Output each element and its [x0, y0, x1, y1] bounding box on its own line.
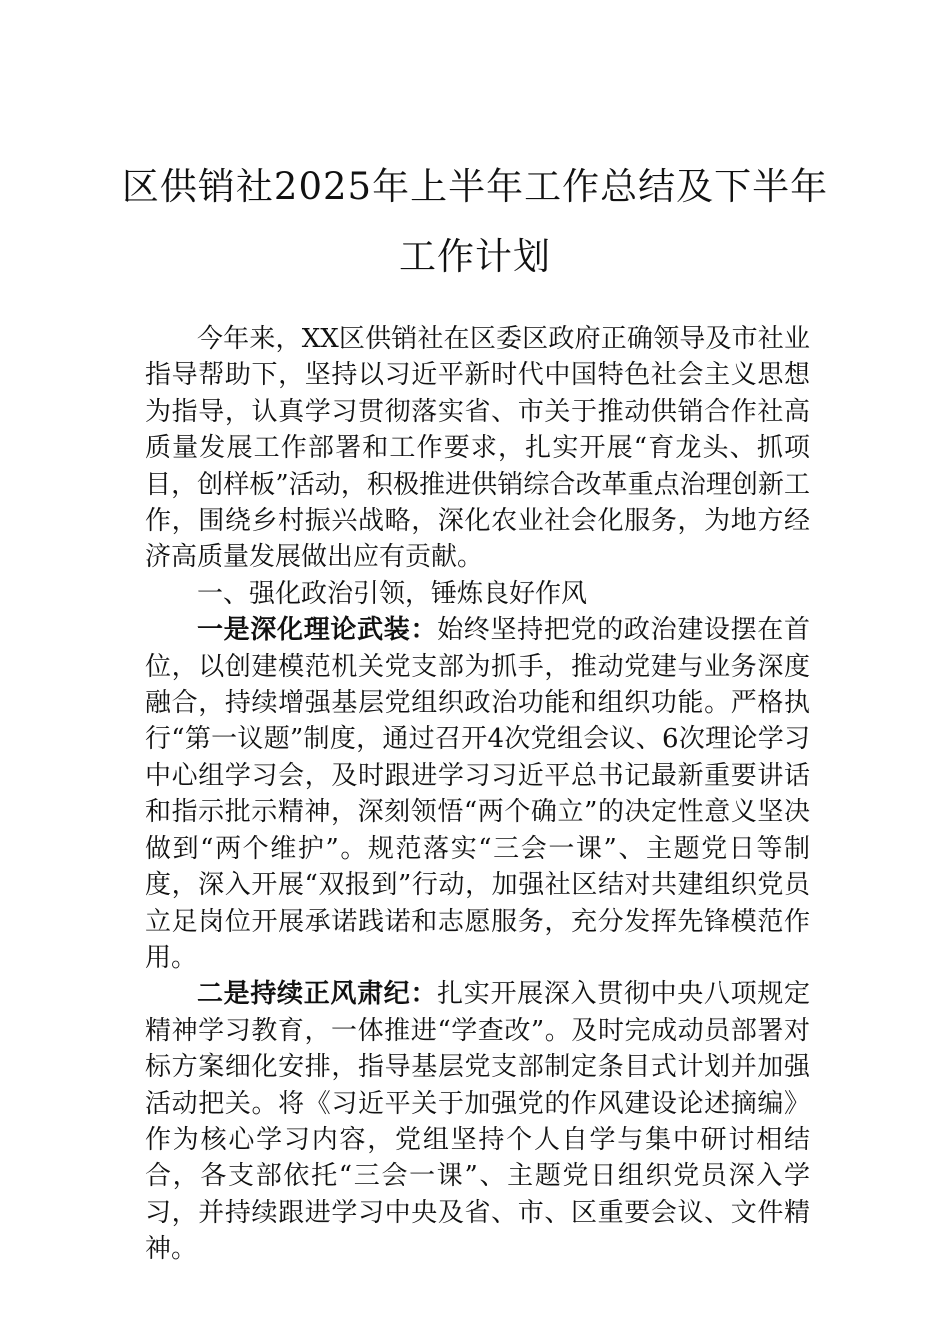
point-text-2: 扎实开展深入贯彻中央八项规定精神学习教育，一体推进“学查改”。及时完成动员部署对标方案细化安排，指导基层党支部制定条目式计划并加强活动把关。将《习近平关于加强党的作风建设论述摘编》作为核心学习内容，党组坚持个人自学与集中研讨相结合，各支部依托“三会一课”、主题党日组织党员深入学习，并持续跟进学习中央及省、市、区重要会议、文件精神。: [145, 979, 810, 1265]
document-title-line-2: 工作计划: [399, 235, 551, 278]
document-title-line-1: 区供销社2025年上半年工作总结及下半年: [121, 165, 829, 208]
point-lead-2: 二是持续正风肃纪：: [197, 979, 438, 1010]
intro-paragraph: 今年来，XX区供销社在区委区政府正确领导及市社业指导帮助下，坚持以习近平新时代中国特色社会主义思想为指导，认真学习贯彻落实省、市关于推动供销合作社高质量发展工作部署和工作要求，扎实开展“育龙头、抓项目，创样板”活动，积极推进供销综合改革重点治理创新工作，围绕乡村振兴战略，深化农业社会化服务，为地方经济高质量发展做出应有贡献。: [145, 324, 810, 573]
document-body: [145, 321, 810, 1268]
point-paragraph-1: [145, 612, 810, 976]
point-text-1: 始终坚持把党的政治建设摆在首位，以创建模范机关党支部为抓手，推动党建与业务深度融合，持续增强基层党组织政治功能和组织功能。严格执行“第一议题”制度，通过召开4次党组会议、6次理论学习中心组学习会，及时跟进学习习近平总书记最新重要讲话和指示批示精神，深刻领悟“两个确立”的决定性意义坚决做到“两个维护”。规范落实“三会一课”、主题党日等制度，深入开展“双报到”行动，加强社区结对共建组织党员立足岗位开展承诺践诺和志愿服务，充分发挥先锋模范作用。: [145, 615, 810, 973]
point-lead-1: 一是深化理论武装：: [197, 615, 438, 646]
point-paragraph-2: [145, 976, 810, 1267]
section-heading-1: 一、强化政治引领，锤炼良好作风: [197, 578, 588, 609]
